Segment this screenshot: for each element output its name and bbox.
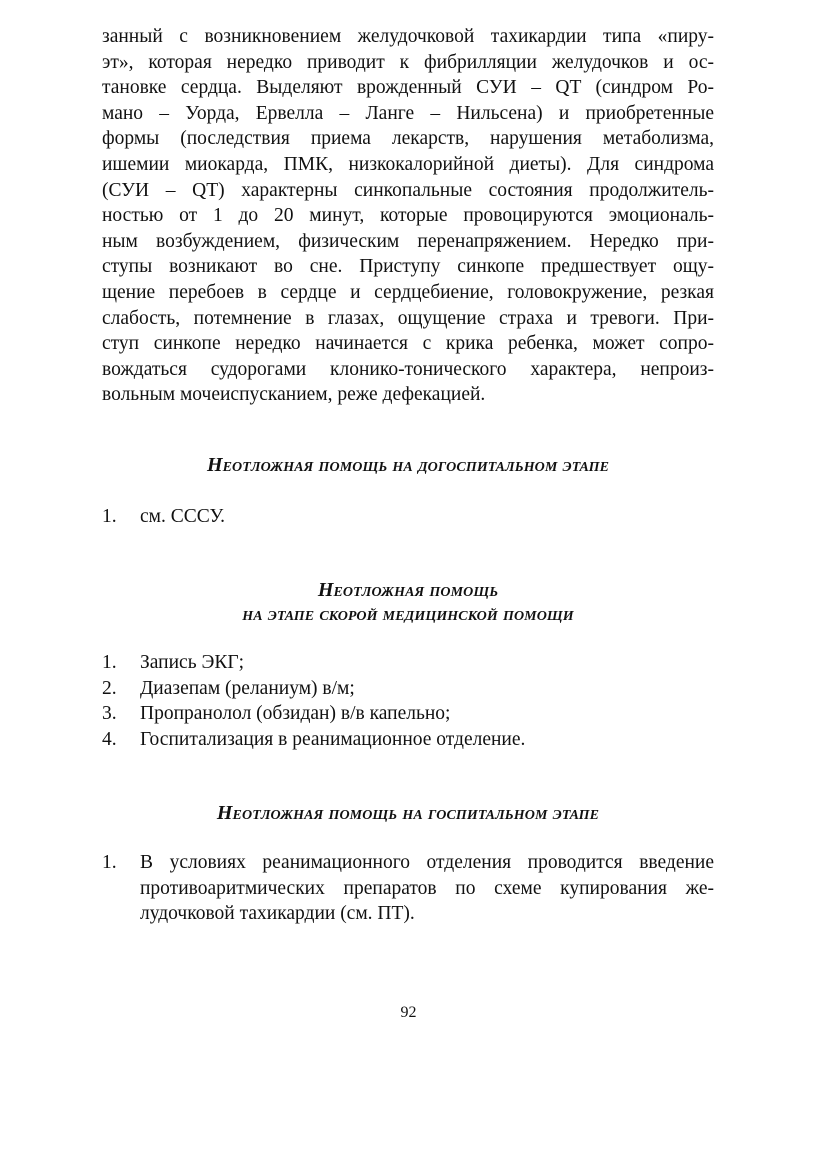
paragraph-line: слабость, потемнение в глазах, ощущение страха и тревоги. При- [102, 307, 714, 329]
paragraph-line: формы (последствия приема лекарств, нарушения метаболизма, [102, 128, 714, 150]
list-item [102, 727, 714, 753]
heading-prehospital: Неотложная помощь на догоспитальном этапе [206, 454, 610, 476]
list-item-text: см. СССУ. [140, 506, 226, 527]
list-ambulance [102, 650, 714, 752]
paragraph-line: занный с возникновением желудочковой тахикардии типа «пиру- [102, 26, 714, 47]
list-item-line: В условиях реанимационного отделения проводится введение [140, 852, 714, 873]
list-item [102, 650, 714, 676]
list-item [102, 850, 714, 927]
paragraph-line: щение перебоев в сердце и сердцебиение, головокружение, резкая [102, 281, 714, 303]
heading-ambulance-line2: на этапе скорой медицинской помощи [242, 603, 574, 625]
list-item-text: Запись ЭКГ; [140, 652, 245, 673]
list-item-number: 2. [102, 677, 117, 699]
paragraph-line: вольным мочеиспусканием, реже дефекацией. [102, 384, 486, 406]
heading-hospital: Неотложная помощь на госпитальном этапе [216, 802, 600, 824]
list-item-text [140, 850, 714, 927]
list-item [102, 504, 714, 530]
paragraph-line: мано – Уорда, Ервелла – Ланге – Нильсена) и приобретенные [102, 102, 714, 124]
heading-ambulance-line1: Неотложная помощь [317, 579, 499, 601]
list-item-number: 1. [102, 852, 117, 873]
paragraph-line: ступ синкопе нередко начинается с крика ребенка, может сопро- [102, 333, 714, 355]
paragraph-line: ным возбуждением, физическим перенапряжением. Нередко при- [102, 230, 714, 252]
list-item-number: 1. [102, 652, 117, 673]
list-item [102, 676, 714, 702]
list-item-number: 4. [102, 728, 117, 750]
list-prehospital [102, 504, 714, 530]
paragraph-line: вождаться судорогами клонико-тонического характера, непроиз- [102, 358, 714, 380]
list-item-number: 3. [102, 703, 117, 725]
list-item-text: Госпитализация в реанимационное отделение. [140, 728, 526, 750]
list-item-text: Диазепам (реланиум) в/м; [140, 677, 355, 699]
paragraph-line: ишемии миокарда, ПМК, низкокалорийной диеты). Для синдрома [102, 153, 714, 175]
list-item-number: 1. [102, 506, 117, 527]
intro-paragraph [102, 24, 714, 408]
paragraph-line: ностью от 1 до 20 минут, которые провоцируются эмоциональ- [102, 205, 714, 227]
list-item-text: Пропранолол (обзидан) в/в капельно; [140, 703, 451, 725]
paragraph-line: (СУИ – QT) характерны синкопальные состояния продолжитель- [102, 179, 714, 201]
list-item-line: лудочковой тахикардии (см. ПТ). [140, 903, 415, 925]
page-number: 92 [400, 1004, 417, 1021]
list-item-line: противоаритмических препаратов по схеме купирования же- [140, 877, 714, 899]
paragraph-line: ступы возникают во сне. Приступу синкопе предшествует ощу- [102, 256, 714, 278]
paragraph-line: тановке сердца. Выделяют врожденный СУИ – QT (синдром Ро- [102, 77, 714, 99]
list-hospital [102, 850, 714, 927]
list-item [102, 701, 714, 727]
paragraph-line: эт», которая нередко приводит к фибрилляции желудочков и ос- [102, 51, 714, 73]
